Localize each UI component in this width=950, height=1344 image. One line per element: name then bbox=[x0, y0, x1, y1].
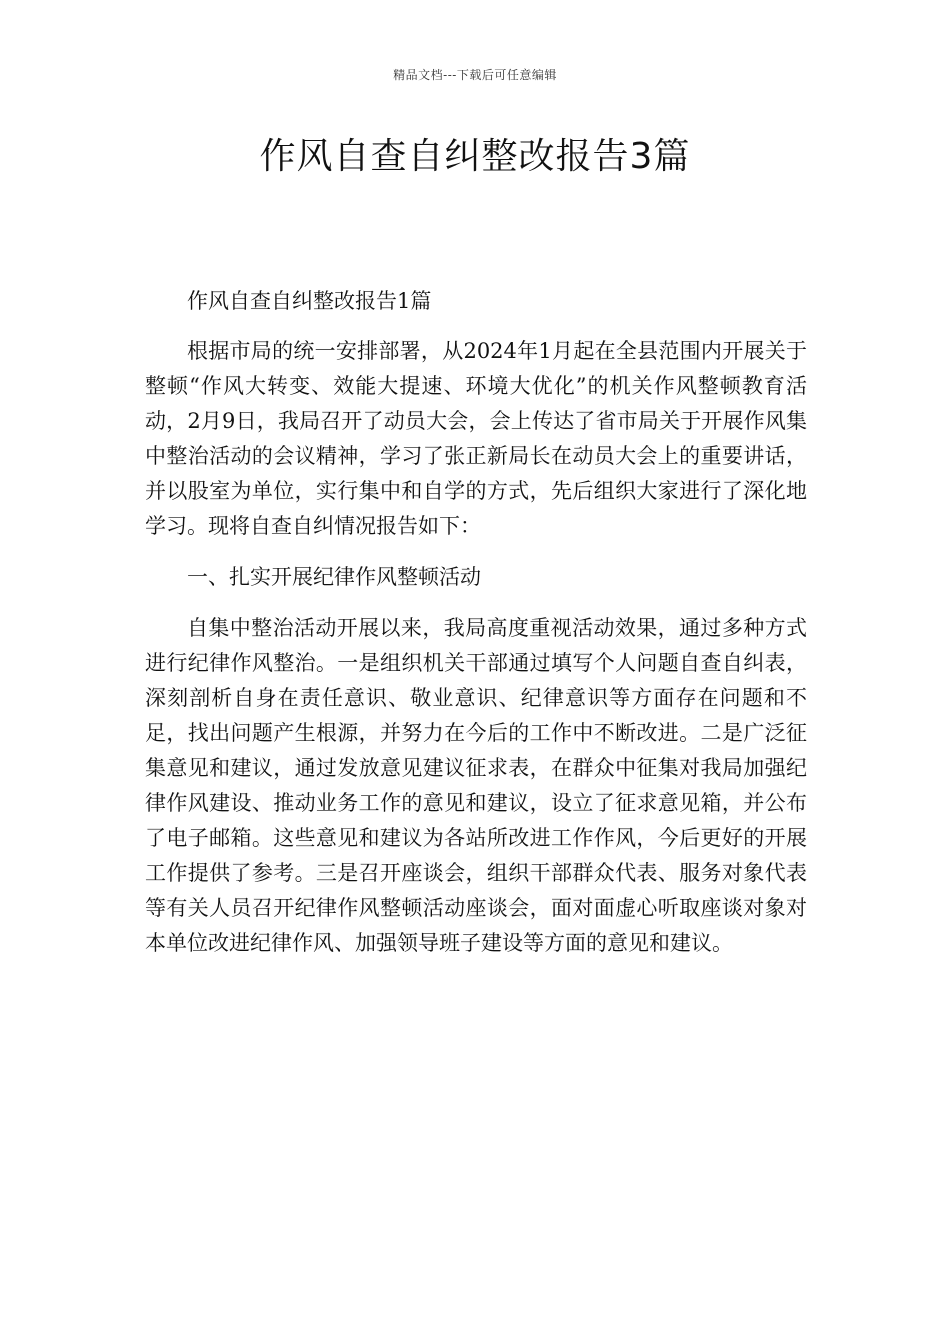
document-title: 作风自查自纠整改报告3篇 bbox=[259, 136, 691, 177]
header-note: 精品文档---下载后可任意编辑 bbox=[393, 68, 557, 82]
section-subtitle: 作风自查自纠整改报告1篇 bbox=[187, 289, 432, 313]
section-heading-1: 一、扎实开展纪律作风整顿活动 bbox=[187, 565, 481, 589]
paragraph-intro: 根据市局的统一安排部署，从2024年1月起在全县范围内开展关于整顿“作风大转变、效能大提速、环境大优化”的机关作风整顿教育活动，2月9日，我局召开了动员大会，会上传达了省市局关于开展作风集中整治活动的会议精神，学习了张正新局长在动员大会上的重要讲话，并以股室为单位，实行集中和自学的方式，先后组织大家进行了深化地学习。现将自查自纠情况报告如下： bbox=[145, 339, 807, 538]
paragraph-body-1: 自集中整治活动开展以来，我局高度重视活动效果，通过多种方式进行纪律作风整治。一是组织机关干部通过填写个人问题自查自纠表，深刻剖析自身在责任意识、敬业意识、纪律意识等方面存在问题和不足，找出问题产生根源，并努力在今后的工作中不断改进。二是广泛征集意见和建议，通过发放意见建议征求表，在群众中征集对我局加强纪律作风建设、推动业务工作的意见和建议，设立了征求意见箱，并公布了电子邮箱。这些意见和建议为各站所改进工作作风，今后更好的开展工作提供了参考。三是召开座谈会，组织干部群众代表、服务对象代表等有关人员召开纪律作风整顿活动座谈会，面对面虚心听取座谈对象对本单位改进纪律作风、加强领导班子建设等方面的意见和建议。 bbox=[145, 616, 807, 955]
document-body bbox=[145, 284, 807, 961]
